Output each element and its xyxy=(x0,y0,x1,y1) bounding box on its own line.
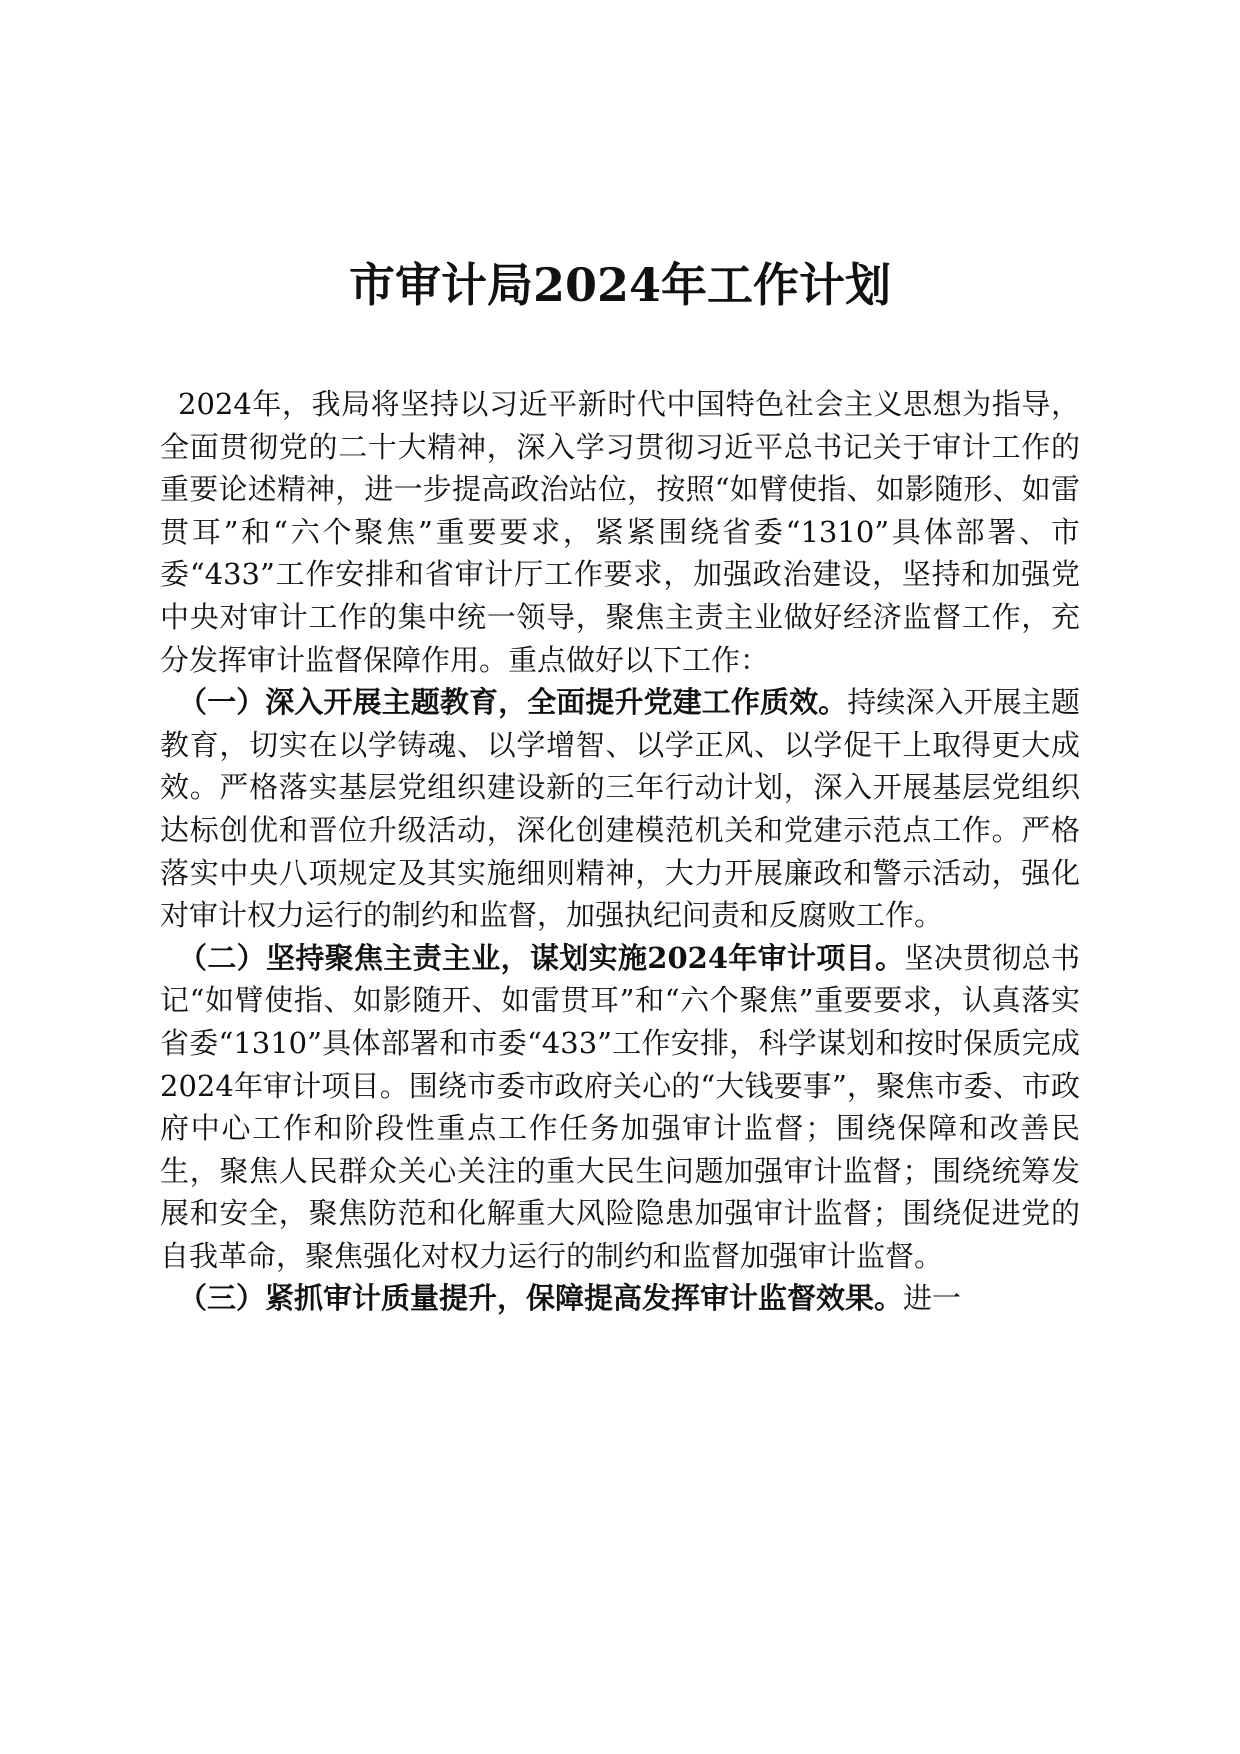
section-heading-2: （二）坚持聚焦主责主业，谋划实施2024年审计项目。 xyxy=(178,940,905,975)
section-heading-3: （三）紧抓审计质量提升，保障提高发挥审计监督效果。 xyxy=(178,1281,904,1316)
document-body xyxy=(160,383,1080,1320)
section-paragraph-2 xyxy=(160,937,1080,1278)
section-text-2: 坚决贯彻总书记“如臂使指、如影随开、如雷贯耳”和“六个聚焦”重要要求，认真落实省委“1310”具体部署和市委“433”工作安排，科学谋划和按时保质完成2024年审计项目。围绕市委市政府关心的“大钱要事”，聚焦市委、市政府中心工作和阶段性重点工作任务加强审计监督；围绕保障和改善民生，聚焦人民群众关心关注的重大民生问题加强审计监督；围绕统筹发展和安全，聚焦防范和化解重大风险隐患加强审计监督；围绕促进党的自我革命，聚焦强化对权力运行的制约和监督加强审计监督。 xyxy=(160,940,1080,1273)
intro-paragraph: 2024年，我局将坚持以习近平新时代中国特色社会主义思想为指导，全面贯彻党的二十大精神，深入学习贯彻习近平总书记关于审计工作的重要论述精神，进一步提高政治站位，按照“如臂使指、如影随形、如雷贯耳”和“六个聚焦”重要要求，紧紧围绕省委“1310”具体部署、市委“433”工作安排和省审计厅工作要求，加强政治建设，坚持和加强党中央对审计工作的集中统一领导，聚焦主责主业做好经济监督工作，充分发挥审计监督保障作用。重点做好以下工作： xyxy=(160,387,1080,677)
section-heading-1: （一）深入开展主题教育，全面提升党建工作质效。 xyxy=(178,685,848,720)
section-paragraph-3 xyxy=(160,1277,1080,1320)
section-paragraph-1 xyxy=(160,681,1080,937)
section-text-1: 持续深入开展主题教育，切实在以学铸魂、以学增智、以学正风、以学促干上取得更大成效。严格落实基层党组织建设新的三年行动计划，深入开展基层党组织达标创优和晋位升级活动，深化创建模范机关和党建示范点工作。严格落实中央八项规定及其实施细则精神，大力开展廉政和警示活动，强化对审计权力运行的制约和监督，加强执纪问责和反腐败工作。 xyxy=(160,685,1080,933)
section-text-3: 进一 xyxy=(903,1281,962,1316)
document-title: 市审计局2024年工作计划 xyxy=(348,258,892,312)
